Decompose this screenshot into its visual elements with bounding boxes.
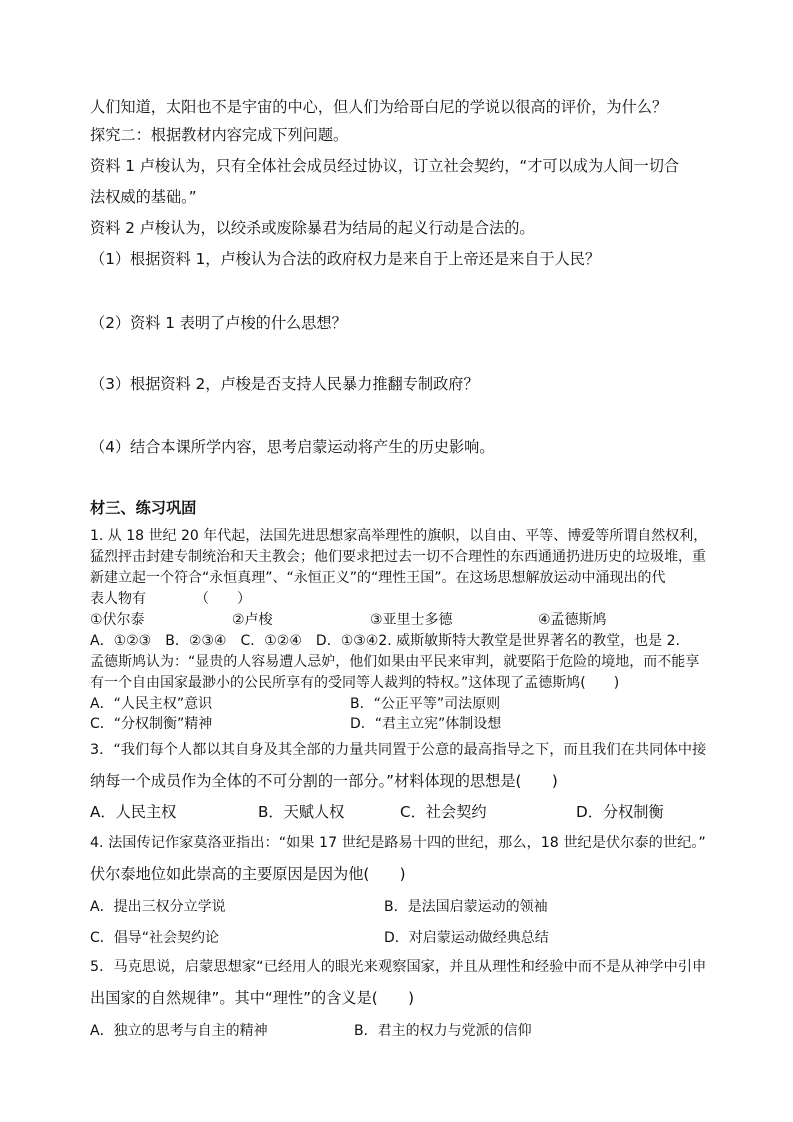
material-2-line: 资料 2 卢梭认为，以绞杀或废除暴君为结局的起义行动是合法的。	[90, 219, 535, 237]
problem-3-option-b: B．天赋人权	[258, 803, 345, 821]
problem-1-line-2: 猛烈抨击封建专制统治和天主教会；他们要求把过去一切不合理性的东西通通扔进历史的垃圾堆，重	[90, 549, 706, 565]
question-1: （1）根据资料 1，卢梭认为合法的政府权力是来自于上帝还是来自于人民？	[90, 250, 601, 268]
problem-4-option-a: A．提出三权分立学说	[90, 899, 226, 915]
problem-2-option-d: D．“君主立宪”体制设想	[350, 716, 502, 732]
option-voltaire: ①伏尔泰	[90, 612, 145, 628]
problem-1-line-4: 表人物有 （ ）	[90, 591, 251, 607]
problem-3-line-1: 3．“我们每个人都以其自身及其全部的力量共同置于公意的最高指导之下，而且我们在共同体中接	[90, 742, 707, 758]
problem-1-line-3: 新建立起一个符合“永恒真理”、“永恒正义”的“理性王国”。在这场思想解放运动中涌现出的代	[90, 570, 666, 586]
option-montesquieu: ④孟德斯鸠	[538, 612, 607, 628]
material-1-line-1: 资料 1 卢梭认为，只有全体社会成员经过协议，订立社会契约，“才可以成为人间一切合	[90, 157, 680, 175]
question-4: （4）结合本课所学内容，思考启蒙运动将产生的历史影响。	[90, 438, 495, 456]
problem-4-line-2: 伏尔泰地位如此崇高的主要原因是因为他( )	[90, 865, 406, 883]
problem-5-line-1: 5．马克思说，启蒙思想家“已经用人的眼光来观察国家，并且从理性和经验中而不是从神学中引申	[90, 959, 707, 975]
section-3-heading: 材三、练习巩固	[90, 499, 197, 517]
problem-3-option-a: A．人民主权	[90, 803, 177, 821]
problem-4-line-1: 4. 法国传记作家莫洛亚指出：“如果 17 世纪是路易十四的世纪，那么，18 世纪是伏尔泰的世纪。”	[90, 835, 706, 851]
intro-line-copernicus: 人们知道，太阳也不是宇宙的中心，但人们为给哥白尼的学说以很高的评价，为什么？	[90, 98, 668, 116]
question-2: （2）资料 1 表明了卢梭的什么思想？	[90, 314, 347, 332]
problem-5-option-b: B．君主的权力与党派的信仰	[354, 1023, 532, 1039]
problem-4-option-d: D．对启蒙运动做经典总结	[384, 930, 549, 946]
problem-2-option-c: C．“分权制衡”精神	[90, 716, 213, 732]
problem-5-line-2: 出国家的自然规律”。其中“理性”的含义是( )	[90, 989, 415, 1007]
problem-3-option-d: D．分权制衡	[576, 803, 664, 821]
problem-3-line-2: 纳每一个成员作为全体的不可分割的一部分。”材料体现的思想是( )	[90, 772, 558, 790]
material-1-line-2: 法权威的基础。”	[90, 188, 197, 206]
option-rousseau: ②卢梭	[232, 612, 273, 628]
problem-2-line-1: 孟德斯鸠认为：“显贵的人容易遭人忌妒，他们如果由平民来审判，就要陷于危险的境地，而不能享	[90, 654, 700, 670]
problem-1-line-1: 1. 从 18 世纪 20 年代起，法国先进思想家高举理性的旗帜，以自由、平等、博爱等所谓自然权利，	[90, 528, 708, 544]
problem-5-option-a: A．独立的思考与自主的精神	[90, 1023, 268, 1039]
option-aristotle: ③亚里士多德	[370, 612, 453, 628]
problem-2-option-a: A．“人民主权”意识	[90, 696, 213, 712]
problem-4-option-b: B．是法国启蒙运动的领袖	[384, 899, 548, 915]
problem-2-line-2: 有一个自由国家最渺小的公民所享有的受同等人裁判的特权。”这体现了孟德斯鸠( )	[90, 675, 620, 691]
inquiry-two-heading: 探究二：根据教材内容完成下列问题。	[90, 126, 349, 144]
problem-3-option-c: C．社会契约	[400, 803, 487, 821]
problem-4-option-c: C．倡导“社会契约论	[90, 930, 220, 946]
question-3: （3）根据资料 2，卢梭是否支持人民暴力推翻专制政府？	[90, 375, 479, 393]
problem-1-answers: A．①②③ B．②③④ C．①②④ D．①③④2. 威斯敏斯特大教堂是世界著名的教堂，也是 2.	[90, 633, 680, 649]
problem-2-option-b: B．“公正平等”司法原则	[350, 696, 501, 712]
